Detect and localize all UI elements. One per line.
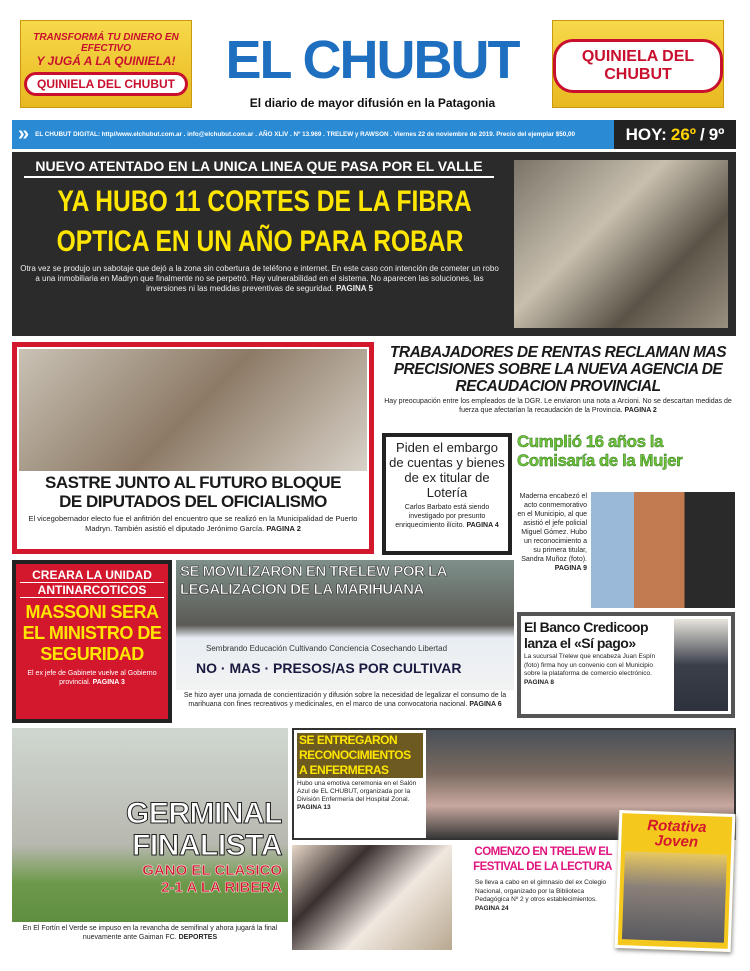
page-ref: PAGINA 6 [469, 701, 502, 708]
enfermeras-dek: Hubo una emotiva ceremonia en el Salón Azul de EL CHUBUT, organizada por la División Enfermería del Hospital Zonal. [297, 780, 417, 803]
temp-min: 9º [708, 124, 725, 144]
comisaria-story[interactable] [515, 432, 736, 610]
sastre-headline: SASTRE JUNTO AL FUTURO BLOQUE [45, 473, 341, 492]
marihuana-headline: LEGALIZACION DE LA MARIHUANA [180, 581, 424, 598]
festival-headline: FESTIVAL DE LA LECTURA [473, 861, 612, 873]
page-ref: PAGINA 5 [336, 284, 373, 293]
page-ref: PAGINA 9 [554, 565, 587, 572]
rotativa-title: Rotativa [647, 817, 707, 837]
comisaria-dek: Maderna encabezó el acto conmemorativo en el Municipio, al que asistió el jefe policial Miguel Gómez. Hubo un reconocimiento a su primera titular, Sandra Muñoz (foto). [517, 493, 587, 563]
festival-story[interactable] [292, 845, 612, 950]
temp-max: 26º [670, 124, 696, 144]
page-ref: PAGINA 3 [92, 679, 125, 686]
meeting-photo [19, 349, 367, 471]
ad-quiniela-left[interactable] [20, 20, 192, 108]
enfermeras-headline: A ENFERMERAS [297, 763, 423, 778]
comisaria-headline: Cumplió 16 años la Comisaría de la Mujer [517, 432, 683, 470]
festival-headline: COMENZO EN TRELEW EL [474, 846, 612, 858]
page-ref: PAGINA 2 [624, 407, 657, 414]
germinal-subhead: 2-1 A LA RIBERA [161, 879, 282, 896]
enfermeras-headline: RECONOCIMIENTOS [297, 748, 423, 763]
page-ref: DEPORTES [178, 934, 218, 941]
massoni-kicker: ANTINARCOTICOS [20, 583, 164, 598]
group-photo [622, 851, 727, 943]
protest-banner: Sembrando Educación Cultivando Conciencia Cosechando Libertad [206, 644, 448, 653]
sastre-headline: DE DIPUTADOS DEL OFICIALISMO [59, 492, 327, 511]
weather-today [614, 120, 736, 149]
rotativa-title: Joven [654, 832, 699, 851]
ad-quiniela-right[interactable] [552, 20, 724, 108]
page-ref: PAGINA 2 [266, 524, 301, 533]
lead-story[interactable] [12, 152, 736, 336]
quiniela-logo: QUINIELA DEL CHUBUT [24, 72, 188, 96]
page-ref: PAGINA 8 [524, 678, 554, 686]
germinal-dek: En El Fortín el Verde se impuso en la revancha de semifinal y ahora jugará la final nuevamente ante Gaiman FC. [22, 925, 278, 941]
marihuana-headline: SE MOVILIZARON EN TRELEW POR LA [180, 563, 448, 580]
loteria-headline: Piden el embargo de cuentas y bienes de ex titular de Lotería [389, 440, 505, 500]
page-ref: PAGINA 24 [475, 904, 509, 912]
info-bar [12, 120, 736, 149]
page-ref: PAGINA 13 [297, 804, 331, 811]
temp-sep: / [699, 124, 705, 144]
quiniela-logo: QUINIELA DEL CHUBUT [553, 39, 723, 93]
loteria-dek: Carlos Barbato está siendo investigado por presunto enriquecimiento ilícito. [395, 504, 490, 529]
massoni-kicker: CREARA LA UNIDAD [20, 568, 164, 583]
ad-text: TRANSFORMÁ TU DINERO EN EFECTIVO [33, 32, 179, 54]
credicoop-dek: La sucursal Trelew que encabeza Juan Espín (foto) firma hoy un convenio con el Municipio sobre la plataforma de comercio electrónico. [524, 653, 656, 677]
newspaper-logo[interactable]: EL CHUBUT [225, 30, 519, 90]
protest-photo [176, 560, 514, 690]
loteria-story[interactable] [382, 433, 512, 555]
lead-headline: OPTICA EN UN AÑO PARA ROBAR [56, 225, 464, 258]
protest-banner: NO · MAS · PRESOS/AS POR CULTIVAR [196, 660, 462, 676]
marihuana-story[interactable] [176, 560, 514, 723]
marihuana-dek: Se hizo ayer una jornada de concientización y difusión sobre la necesidad de legalizar el consumo de la marihuana con fines recreativos y medicinales, en el marco de una convocatoria nacional. [183, 692, 507, 708]
reading-festival-photo [292, 845, 452, 950]
ad-text: Y JUGÁ A LA QUINIELA! [36, 54, 176, 68]
sastre-dek: El vicegobernador electo fue el anfitrión del encuentro que se realizó en la Municipalidad de Puerto Madryn. También asistió el diputado Jerónimo García. [28, 514, 358, 533]
credicoop-headline: El Banco Credicoop lanza el «Sí pago» [524, 619, 649, 651]
comisaria-photo [591, 492, 735, 608]
massoni-dek: El ex jefe de Gabinete vuelve al Gobierno provincial. [27, 670, 157, 686]
rentas-dek: Hay preocupación entre los empleados de la DGR. Le enviaron una nota a Arcioni. No se descartan medidas de fuerza que afectarían la recaudación de la Provincia. [384, 398, 732, 414]
germinal-headline: FINALISTA [132, 829, 282, 862]
credicoop-photo [674, 619, 728, 711]
germinal-subhead: GANO EL CLASICO [142, 862, 282, 879]
rotativa-joven-promo[interactable] [615, 810, 736, 952]
lead-dek: Otra vez se produjo un sabotaje que dejó a la zona sin cobertura de teléfono e internet. En este caso con intención de cometer un robo a una inmobiliaria en Madryn que finalmente no se perpetró. Hay vulnerabilidad en el sistema. No aparecen las soluciones, las inversiones ni las medidas preventivas de seguridad. [20, 264, 499, 293]
credicoop-story[interactable] [517, 612, 735, 718]
festival-dek: Se lleva a cabo en el gimnasio del ex Colegio Nacional, organizado por la Biblioteca Pedagógica Nº 2 y otros establecimientos. [475, 879, 607, 903]
lead-kicker: NUEVO ATENTADO EN LA UNICA LINEA QUE PASA POR EL VALLE [24, 158, 494, 178]
football-photo [12, 728, 288, 922]
germinal-headline: GERMINAL [126, 797, 282, 830]
enfermeras-headline: SE ENTREGARON [297, 733, 423, 748]
lead-headline: YA HUBO 11 CORTES DE LA FIBRA [57, 185, 472, 218]
page-ref: PAGINA 4 [466, 522, 499, 529]
weather-label: HOY: [625, 124, 667, 144]
rentas-story[interactable] [380, 344, 736, 429]
massoni-headline: MASSONI SERA EL MINISTRO DE SEGURIDAD [22, 602, 162, 664]
tagline: El diario de mayor difusión en la Patagonia [249, 96, 496, 110]
rentas-headline: TRABAJADORES DE RENTAS RECLAMAN MAS PRECISIONES SOBRE LA NUEVA AGENCIA DE RECAUDACION PROVINCIAL [389, 344, 727, 395]
edition-info: EL CHUBUT DIGITAL: http//www.elchubut.com.ar . info@elchubut.com.ar . AÑO XLIV . Nº 13.969 . TRELEW y RAWSON . Viernes 22 de noviembre de 2019. Precio del ejemplar $50,00 [35, 131, 575, 138]
germinal-story[interactable] [12, 728, 288, 946]
massoni-story[interactable] [12, 560, 172, 723]
sastre-story[interactable] [12, 342, 374, 554]
chevron-right-icon: » [18, 123, 30, 145]
fiber-cable-photo [514, 160, 728, 328]
